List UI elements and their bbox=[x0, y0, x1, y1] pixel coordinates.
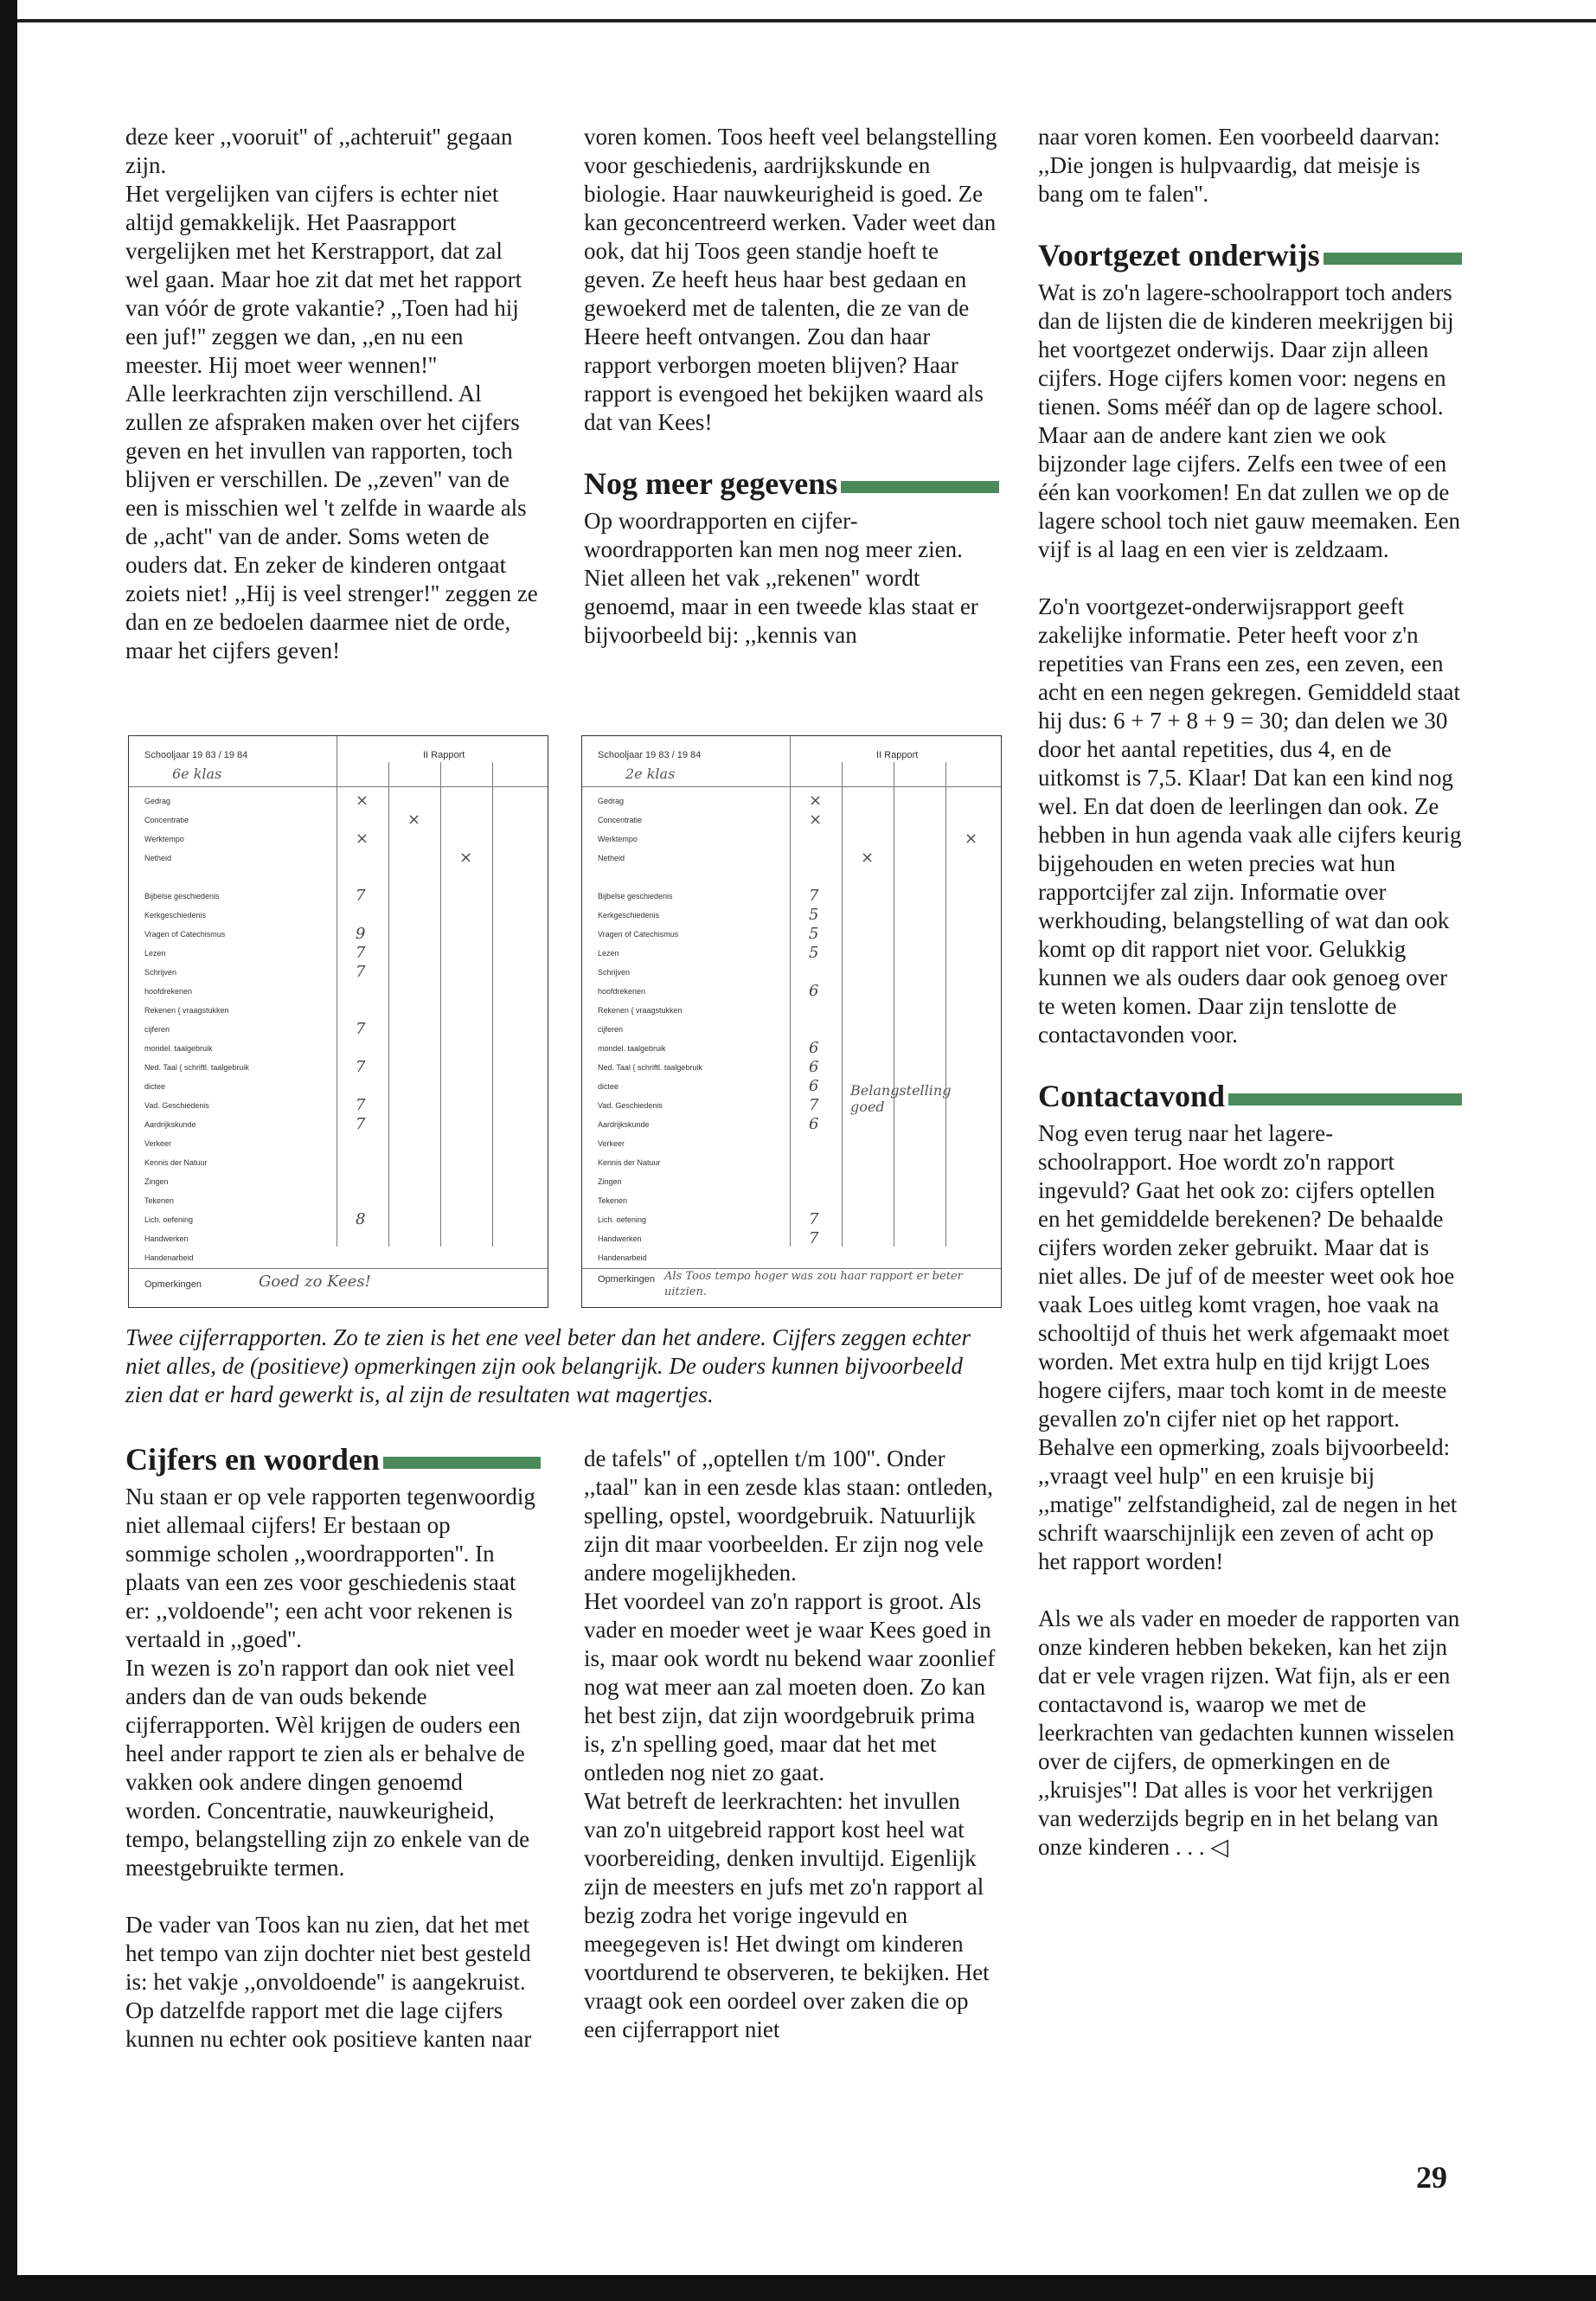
subject: mondel. taalgebruik bbox=[598, 1044, 666, 1053]
mark bbox=[356, 1134, 472, 1153]
mark bbox=[809, 1248, 977, 1267]
subject: Tekenen bbox=[144, 1196, 175, 1205]
column-2-lower bbox=[584, 1445, 999, 2044]
paragraph: Als we als vader en moeder de rapporten van onze kinderen hebben bekeken, kan het zijn dat er vele vragen rijzen. Wat fijn, als er een contactavond is, waarop we met de leerkrachten van gedachten kunnen wisselen over de cijfers, de opmerkingen en de ,,kruisjes''! Dat alles is voor het verkrijgen van wederzijds begrip en in het belang van onze kinderen . . . ◁ bbox=[1038, 1606, 1460, 1860]
subject: Tekenen bbox=[598, 1196, 628, 1205]
mark bbox=[809, 868, 977, 887]
mark bbox=[809, 1020, 977, 1039]
subject: Lezen bbox=[598, 949, 619, 958]
rapport-label: II Rapport bbox=[423, 750, 465, 760]
rule bbox=[582, 786, 1001, 787]
subject: Schrijven bbox=[598, 968, 631, 977]
paragraph: Wat is zo'n lagere-schoolrapport toch anders dan de lijsten die de kinderen meekrijgen bij het voortgezet onderwijs. Daar zijn alleen cijfers. Hoge cijfers komen voor: negens en tienen. Soms mééř dan op de lagere school. Maar aan de andere kant zien we ook bijzonder lage cijfers. Zelfs een twee of een één kan voorkomen! En dat zullen we op de lagere school toch niet gauw meemaken. Een vijf is al laag en een vier is zeldzaam. bbox=[1038, 279, 1461, 562]
mark bbox=[809, 963, 977, 982]
mark: × bbox=[965, 830, 978, 848]
mark bbox=[356, 1248, 472, 1267]
mark: 7 bbox=[356, 1096, 366, 1114]
mark: 7 bbox=[809, 887, 819, 905]
subject: Netheid bbox=[598, 854, 625, 862]
heading-bar bbox=[841, 481, 999, 493]
figure-caption: Twee cijferrapporten. Zo te zien is het ene veel beter dan het andere. Cijfers zeggen echter niet alles, de (positieve) opmerkingen zijn ook belangrijk. De ouders kunnen bijvoorbeeld zien dat er hard gewerkt is, al zijn de resultaten wat magertjes. bbox=[125, 1324, 971, 1407]
subject: Handwerken bbox=[598, 1234, 642, 1243]
subject: Schrijven bbox=[144, 968, 177, 977]
heading-bar bbox=[383, 1457, 541, 1469]
subject: Concentratie bbox=[598, 816, 643, 824]
subject: Bijbelse geschiedenis bbox=[598, 892, 673, 901]
mark bbox=[356, 982, 472, 1001]
subject: Verkeer bbox=[144, 1139, 172, 1148]
mark bbox=[809, 1191, 977, 1210]
heading-text: Cijfers en woorden bbox=[125, 1442, 380, 1477]
klas: 2e klas bbox=[625, 766, 676, 782]
subject: hoofdrekenen bbox=[144, 987, 193, 996]
heading-text: Nog meer gegevens bbox=[584, 466, 838, 501]
report-card-kees bbox=[128, 735, 548, 1308]
subject: Bijbelse geschiedenis bbox=[144, 892, 220, 901]
mark bbox=[809, 1134, 977, 1153]
report-card-toos bbox=[581, 735, 1002, 1308]
subject: Kerkgeschiedenis bbox=[144, 911, 207, 920]
mark bbox=[356, 1229, 472, 1248]
subject bbox=[598, 868, 702, 887]
mark bbox=[809, 1153, 977, 1172]
paragraph: Nu staan er op vele rapporten tegenwoordig niet allemaal cijfers! Er bestaan op sommige scholen ,,woordrapporten''. In plaats van een zes voor geschiedenis staat er: ,,voldoende''; een acht voor rekenen is vertaald in ,,goed''. In wezen is zo'n rapport dan ook niet veel anders dan de van ouds bekende cijferrapporten. Wèl krijgen de ouders een heel ander rapport te zien als er behalve de vakken ook andere dingen genoemd worden. Concentratie, nauwkeurigheid, tempo, belangstelling zijn zo enkele van de meestgebruikte termen. bbox=[125, 1484, 535, 1881]
section-heading-cijfers-en-woorden bbox=[125, 1441, 541, 1477]
mark: × bbox=[356, 830, 369, 848]
page-left-edge bbox=[0, 0, 17, 2301]
rule bbox=[129, 1268, 548, 1269]
paragraph: Nog even terug naar het lagere-schoolrapport. Hoe wordt zo'n rapport ingevuld? Gaat het ook zo: cijfers optellen en het gemiddelde berekenen? De behaalde cijfers worden zeker gebruikt. Maar dat is niet alles. De juf of de meester weet ook hoe vaak Loes uitleg komt vragen, hoe vaak na schooltijd of thuis het werk afgemaakt moet worden. Met extra hulp en tijd krijgt Loes hogere cijfers, maar toch komt in de meeste gevallen zo'n cijfer niet op het rapport. Behalve een opmerking, zoals bijvoorbeeld: ,,vraagt veel hulp'' en een kruisje bij ,,matige'' zelfstandigheid, zal de negen in het schrift waarschijnlijk een zeven of acht op het rapport worden! bbox=[1038, 1120, 1458, 1574]
page-bottom-edge bbox=[17, 2275, 1596, 2301]
subject: mondel. taalgebruik bbox=[144, 1044, 213, 1053]
paragraph: Op woordrapporten en cijfer-woordrapporten kan men nog meer zien. Niet alleen het vak ,,rekenen'' wordt genoemd, maar in een tweede klas staat er bijvoorbeeld bij: ,,kennis van bbox=[584, 508, 978, 648]
mark: × bbox=[459, 849, 473, 867]
mark: × bbox=[809, 811, 823, 829]
subject: Ned. Taal { schriftl. taalgebruik bbox=[598, 1063, 702, 1072]
mark bbox=[356, 1191, 472, 1210]
subject: Vad. Geschiedenis bbox=[144, 1101, 209, 1110]
opmerkingen-text: Als Toos tempo hoger was zou haar rapport er beter uitzien. bbox=[664, 1270, 963, 1298]
column-3 bbox=[1038, 123, 1462, 1862]
mark: 5 bbox=[809, 925, 819, 943]
subject: Verkeer bbox=[598, 1139, 625, 1148]
subject: Aardrijkskunde bbox=[144, 1120, 196, 1129]
mark: × bbox=[356, 792, 369, 810]
subject: Lezen bbox=[144, 949, 166, 958]
mark: 6 bbox=[809, 1039, 819, 1057]
schooljaar: Schooljaar 19 83 / 19 84 bbox=[144, 750, 248, 760]
mark bbox=[809, 1172, 977, 1191]
mark bbox=[356, 1077, 472, 1096]
subject: Handwerken bbox=[144, 1234, 189, 1243]
mark: 8 bbox=[356, 1210, 366, 1228]
mark: 6 bbox=[809, 1058, 819, 1076]
subject: dictee bbox=[144, 1082, 166, 1091]
mark: 6 bbox=[809, 1077, 819, 1095]
section-heading-contactavond bbox=[1038, 1078, 1462, 1114]
mark bbox=[356, 1153, 472, 1172]
heading-text: Contactavond bbox=[1038, 1079, 1226, 1113]
subject: Gedrag bbox=[598, 797, 625, 805]
subject: Kennis der Natuur bbox=[598, 1158, 661, 1167]
mark bbox=[356, 906, 472, 925]
column-2-upper bbox=[584, 123, 999, 650]
paragraph: De vader van Toos kan nu zien, dat het met het tempo van zijn dochter niet best gesteld is: het vakje ,,onvoldoende'' is aangekruist. Op datzelfde rapport met die lage cijfers kunnen nu echter ook positieve kanten naar bbox=[125, 1912, 532, 2052]
mark-list bbox=[356, 792, 472, 1267]
subject-list bbox=[598, 792, 702, 1267]
subject: Vad. Geschiedenis bbox=[598, 1101, 663, 1110]
subject: Werktempo bbox=[598, 835, 638, 843]
subject: dictee bbox=[598, 1082, 619, 1091]
mark: 9 bbox=[356, 925, 366, 943]
mark bbox=[356, 1172, 472, 1191]
paragraph: de tafels'' of ,,optellen t/m 100''. Onder ,,taal'' kan in een zesde klas staan: ontleden, spelling, opstel, woordgebruik. Natuurlijk zijn dit maar voorbeelden. Er zijn nog vele andere mogelijkheden. Het voordeel van zo'n rapport is groot. Als vader en moeder weet je waar Kees goed in is, maar ook wordt nu bekend waar zoonlief nog wat meer aan zal moeten doen. Zo kan het best zijn, dat zijn woordgebruik prima is, z'n spelling goed, maar dat het met ontleden nog niet zo gaat. Wat betreft de leerkrachten: het invullen van zo'n uitgebreid rapport kost heel wat voorbereiding, denken invultijd. Eigenlijk zijn de meesters en jufs met zo'n rapport al bezig zodra het vorige ingevuld en meegegeven is! Het dwingt om kinderen voortdurend te observeren, te bekijken. Het vraagt ook een oordeel over zaken die op een cijferrapport niet bbox=[584, 1445, 996, 2042]
subject: Vragen of Catechismus bbox=[144, 930, 226, 939]
column-1-upper bbox=[125, 123, 541, 665]
mark: 7 bbox=[809, 1210, 819, 1228]
rule bbox=[129, 786, 548, 787]
subject: Werktempo bbox=[144, 835, 184, 843]
mark: 7 bbox=[356, 1058, 366, 1076]
mark: 7 bbox=[356, 963, 366, 981]
paragraph: naar voren komen. Een voorbeeld daarvan: ,,Die jongen is hulpvaardig, dat meisje is bang om te falen''. bbox=[1038, 124, 1440, 207]
mark bbox=[356, 1039, 472, 1058]
subject: Netheid bbox=[144, 854, 172, 862]
subject: Zingen bbox=[598, 1177, 622, 1186]
heading-text: Voortgezet onderwijs bbox=[1038, 238, 1320, 272]
opmerkingen-label: Opmerkingen bbox=[598, 1274, 656, 1285]
rapport-label: II Rapport bbox=[876, 750, 919, 760]
mark: × bbox=[861, 849, 875, 867]
paragraph: deze keer ,,vooruit'' of ,,achteruit'' gegaan zijn. Het vergelijken van cijfers is echter niet altijd gemakkelijk. Het Paasrapport vergelijken met het Kerstrapport, dat zal wel gaan. Maar hoe zit dat met het rapport van vóór de grote vakantie? ,,Toen had hij een juf!'' zeggen we dan, ,,en nu een meester. Hij moet weer wennen!'' Alle leerkrachten zijn verschillend. Al zullen ze afspraken maken over het cijfers geven en het invullen van rapporten, toch blijven er verschillen. De ,,zeven'' van de een is misschien wel 't zelfde in waarde als de ,,acht'' van de ander. Soms weten de ouders dat. En zeker de kinderen ontgaat zoiets niet! ,,Hij is veel strenger!'' zeggen ze dan en ze bedoelen daarmee niet de orde, maar het cijfers geven! bbox=[125, 124, 538, 663]
opmerkingen-text: Goed zo Kees! bbox=[259, 1272, 371, 1291]
subject: Lich. oefening bbox=[144, 1215, 194, 1224]
heading-bar bbox=[1324, 253, 1462, 265]
subject: Gedrag bbox=[144, 797, 171, 805]
mark: 5 bbox=[809, 944, 819, 962]
subject: Zingen bbox=[144, 1177, 169, 1186]
mark bbox=[809, 1001, 977, 1020]
mark-list bbox=[809, 792, 977, 1267]
mark: 7 bbox=[356, 1115, 366, 1133]
subject: Aardrijkskunde bbox=[598, 1120, 650, 1129]
mark: 6 bbox=[809, 982, 819, 1000]
subject: Lich. oefening bbox=[598, 1215, 647, 1224]
subject: cijferen bbox=[144, 1025, 170, 1034]
mark: × bbox=[809, 792, 823, 810]
page-number: 29 bbox=[1416, 2160, 1447, 2195]
paragraph: voren komen. Toos heeft veel belangstelling voor geschiedenis, aardrijkskunde en biologie. Haar nauwkeurigheid is goed. Ze kan geconcentreerd werken. Vader weet dan ook, dat hij Toos geen standje hoeft te geven. Ze heeft heus haar best gedaan en gewoekerd met de talenten, die ze van de Heere heeft ontvangen. Zou dan haar rapport verborgen moeten blijven? Haar rapport is evengoed het bekijken waard als dat van Kees! bbox=[584, 124, 997, 435]
subject: hoofdrekenen bbox=[598, 987, 646, 996]
subject: Handenarbeid bbox=[144, 1253, 194, 1262]
subject: Ned. Taal { schriftl. taalgebruik bbox=[144, 1063, 249, 1072]
rule bbox=[492, 762, 493, 1247]
subject-list bbox=[144, 792, 249, 1267]
section-heading-nog-meer-gegevens bbox=[584, 465, 999, 502]
mark: 7 bbox=[356, 887, 366, 905]
mark: × bbox=[407, 811, 421, 829]
subject: Concentratie bbox=[144, 816, 189, 824]
mark bbox=[356, 868, 472, 887]
rule bbox=[790, 736, 791, 1247]
page-top-edge bbox=[17, 0, 1596, 22]
section-heading-voortgezet-onderwijs bbox=[1038, 237, 1462, 273]
column-1-lower bbox=[125, 1441, 541, 2054]
subject: Rekenen { vraagstukken bbox=[144, 1006, 229, 1015]
mark: 6 bbox=[809, 1115, 819, 1133]
heading-bar bbox=[1228, 1093, 1462, 1106]
mark bbox=[356, 1001, 472, 1020]
mark: 7 bbox=[809, 1229, 819, 1247]
klas: 6e klas bbox=[172, 766, 222, 782]
subject: Vragen of Catechismus bbox=[598, 930, 679, 939]
mark: 7 bbox=[356, 944, 366, 962]
mark: 7 bbox=[356, 1020, 366, 1038]
subject bbox=[144, 868, 249, 887]
subject: Rekenen { vraagstukken bbox=[598, 1006, 683, 1015]
subject: cijferen bbox=[598, 1025, 624, 1034]
subject: Kennis der Natuur bbox=[144, 1158, 208, 1167]
mark: 5 bbox=[809, 906, 819, 924]
subject: Handenarbeid bbox=[598, 1253, 647, 1262]
paragraph: Zo'n voortgezet-onderwijsrapport geeft zakelijke informatie. Peter heeft voor z'n repetities van Frans een zes, een zeven, een acht en een negen gekregen. Gemiddeld staat hij dus: 6 + 7 + 8 + 9 = 30; dan delen we 30 door het aantal repetities, dus 4, en de uitkomst is 7,5. Klaar! Dat kan een kind nog wel. En dat doen de leerlingen dan ook. Ze hebben in hun agenda vaak alle cijfers keurig bijgehouden en weten precies wat hun rapportcijfer zal zijn. Informatie over werkhouding, belangstelling of wat dan ook komt op dit rapport niet voor. Gelukkig kunnen we als ouders daar ook genoeg over te weten komen. Daar zijn tenslotte de contactavonden voor. bbox=[1038, 593, 1462, 1048]
side-note: Belangstelling goed bbox=[850, 1082, 952, 1115]
opmerkingen-label: Opmerkingen bbox=[144, 1279, 202, 1290]
schooljaar: Schooljaar 19 83 / 19 84 bbox=[598, 750, 702, 760]
subject: Kerkgeschiedenis bbox=[598, 911, 660, 920]
mark: 7 bbox=[809, 1096, 819, 1114]
